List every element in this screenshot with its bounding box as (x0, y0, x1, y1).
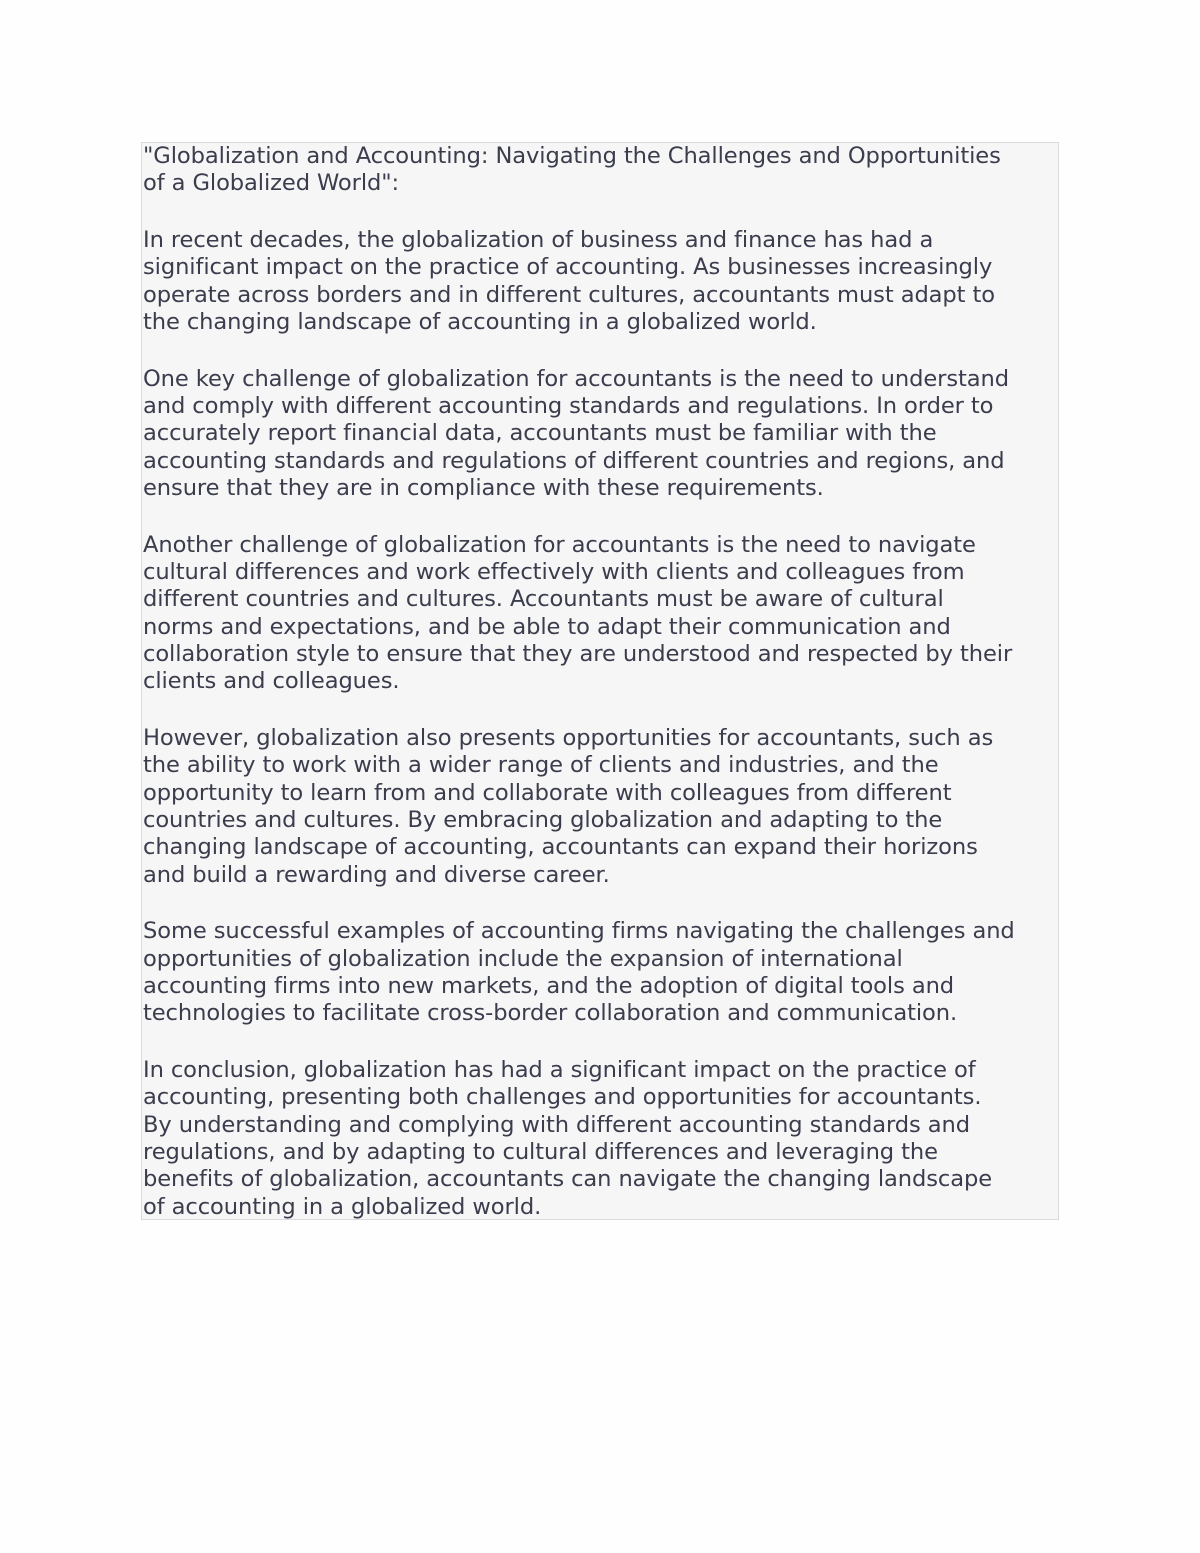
paragraph-line: clients and colleagues. (143, 668, 400, 695)
paragraph-line: and comply with different accounting standards and regulations. In order to (143, 393, 994, 420)
paragraph-standards-challenge (143, 366, 1058, 502)
paragraph-line: operate across borders and in different cultures, accountants must adapt to (143, 281, 995, 308)
paragraph-line: accurately report financial data, accountants must be familiar with the (143, 420, 937, 447)
paragraph-examples (143, 918, 1058, 1027)
paragraph-cultural-challenge (143, 532, 1058, 696)
paragraph-line: and build a rewarding and diverse career. (143, 861, 610, 888)
paragraph-line: In recent decades, the globalization of business and finance has had a (143, 227, 934, 254)
paragraph-line: of accounting in a globalized world. (143, 1193, 542, 1220)
document-title (143, 143, 1058, 198)
paragraph-line: accounting, presenting both challenges and opportunities for accountants. (143, 1084, 982, 1111)
paragraph-line: Some successful examples of accounting firms navigating the challenges and (143, 918, 1015, 945)
paragraph-line: Another challenge of globalization for accountants is the need to navigate (143, 531, 976, 558)
paragraph-line: ensure that they are in compliance with these requirements. (143, 474, 824, 501)
paragraph-line: regulations, and by adapting to cultural differences and leveraging the (143, 1138, 938, 1165)
paragraph-line: cultural differences and work effectively with clients and colleagues from (143, 559, 965, 586)
paragraph-line: the changing landscape of accounting in a globalized world. (143, 308, 817, 335)
paragraph-opportunities (143, 725, 1058, 889)
title-line: "Globalization and Accounting: Navigating the Challenges and Opportunities (143, 143, 1001, 169)
paragraph-line: countries and cultures. By embracing globalization and adapting to the (143, 806, 943, 833)
paragraph-line: changing landscape of accounting, accountants can expand their horizons (143, 834, 978, 861)
paragraph-line: One key challenge of globalization for accountants is the need to understand (143, 365, 1009, 392)
paragraph-line: norms and expectations, and be able to adapt their communication and (143, 613, 951, 640)
paragraph-line: technologies to facilitate cross-border collaboration and communication. (143, 1000, 958, 1027)
text-box (141, 142, 1059, 1220)
paragraph-line: different countries and cultures. Accountants must be aware of cultural (143, 586, 944, 613)
paragraph-line: opportunity to learn from and collaborate with colleagues from different (143, 779, 952, 806)
paragraph-line: accounting firms into new markets, and the adoption of digital tools and (143, 972, 955, 999)
paragraph-line: accounting standards and regulations of different countries and regions, and (143, 447, 1005, 474)
paragraph-line: significant impact on the practice of accounting. As businesses increasingly (143, 254, 993, 281)
paragraph-line: the ability to work with a wider range of clients and industries, and the (143, 752, 939, 779)
paragraph-conclusion (143, 1057, 1058, 1221)
title-line: of a Globalized World": (143, 170, 400, 197)
paragraph-line: opportunities of globalization include the expansion of international (143, 945, 903, 972)
paragraph-line: In conclusion, globalization has had a significant impact on the practice of (143, 1057, 976, 1084)
paragraph-line: However, globalization also presents opportunities for accountants, such as (143, 725, 994, 752)
paragraph-line: benefits of globalization, accountants can navigate the changing landscape (143, 1166, 992, 1193)
paragraph-intro (143, 227, 1058, 336)
paragraph-line: By understanding and complying with different accounting standards and (143, 1111, 970, 1138)
paragraph-line: collaboration style to ensure that they are understood and respected by their (143, 640, 1013, 667)
document-body (143, 143, 1058, 1221)
